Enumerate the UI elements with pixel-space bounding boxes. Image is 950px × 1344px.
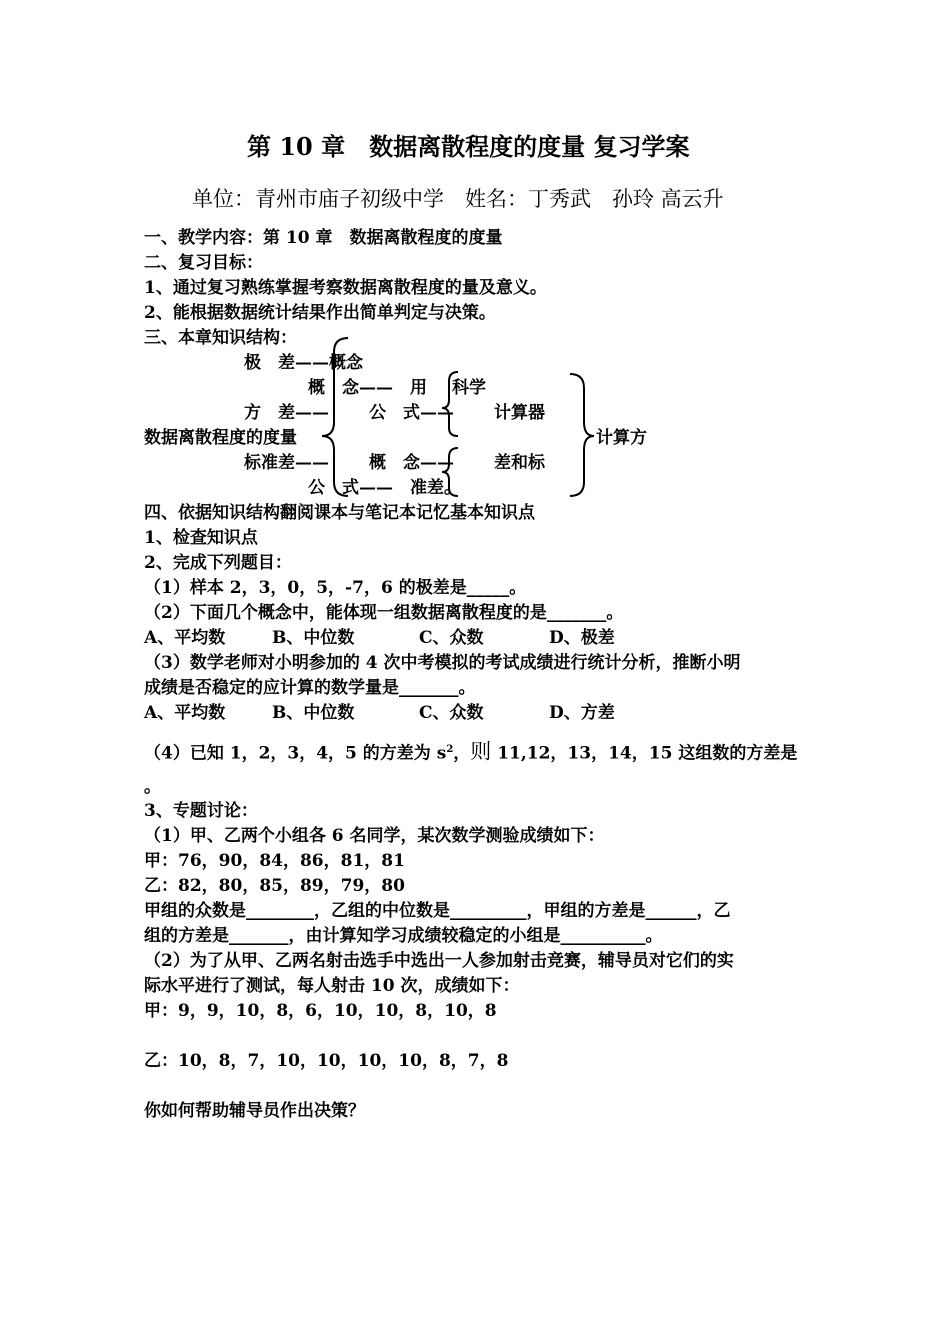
final-question: 你如何帮助辅导员作出决策？	[144, 1101, 365, 1121]
author-line: 单位：青州市庙子初级中学 姓名：丁秀武 孙玲 高云升	[192, 187, 724, 211]
diagram-formula-1: 公 式——	[369, 403, 454, 423]
question-3-line-1: （3）数学老师对小明参加的 4 次中考模拟的考试成绩进行统计分析，推断小明	[144, 653, 741, 673]
question-2: （2）下面几个概念中，能体现一组数据离散程度的是_______。	[144, 603, 624, 623]
q4-ze: 则	[470, 739, 492, 764]
discussion-2-shooter-yi: 乙：10，8，7，10，10，10，10，8，7，8	[144, 1051, 509, 1071]
diagram-formula-2: 公 式—— 准差。	[308, 478, 461, 498]
question-3-line-2: 成绩是否稳定的应计算的数学量是_______。	[144, 678, 476, 698]
goal-1: 1、通过复习熟练掌握考察数据离散程度的量及意义。	[144, 278, 547, 298]
diagram-stddev: 标准差——	[244, 453, 329, 473]
goal-2: 2、能根据数据统计结果作出简单判定与决策。	[144, 303, 496, 323]
q2-option-d: D、极差	[549, 628, 615, 648]
q3-option-d: D、方差	[549, 703, 615, 723]
diagram-science: 科学	[452, 378, 486, 398]
diagram-variance: 方 差——	[244, 403, 329, 423]
discussion-1-intro: （1）甲、乙两个小组各 6 名同学，某次数学测验成绩如下：	[144, 826, 605, 846]
question-4-end: 。	[144, 777, 161, 797]
q3-option-c: C、众数	[419, 703, 484, 723]
structure-braces	[0, 0, 950, 520]
discussion-1-group-jia: 甲：76，90，84，86，81，81	[144, 851, 405, 871]
section-4-heading: 四、依据知识结构翻阅课本与笔记本记忆基本知识点	[144, 503, 535, 523]
q4-comma: ，	[453, 743, 471, 764]
calc-brace	[570, 374, 594, 496]
item-check-points: 1、检查知识点	[144, 528, 258, 548]
discussion-2-line-2: 际水平进行了测试，每人射击 10 次，成绩如下：	[144, 976, 520, 996]
discussion-2-line-1: （2）为了从甲、乙两名射击选手中选出一人参加射击竞赛，辅导员对它们的实	[144, 951, 734, 971]
q4-text: （4）已知 1，2，3，4，5 的方差为 s	[144, 743, 447, 764]
question-4	[144, 739, 797, 765]
section-3-heading: 三、本章知识结构：	[144, 328, 297, 348]
q3-option-b: B、中位数	[272, 703, 355, 723]
section-2-heading: 二、复习目标：	[144, 253, 263, 273]
diagram-range: 极 差——概念	[244, 353, 363, 373]
page-title: 第 10 章 数据离散程度的度量 复习学案	[247, 132, 690, 161]
diagram-calculator: 计算器	[494, 403, 545, 423]
q4-superscript: 2	[446, 744, 454, 755]
discussion-1-group-yi: 乙：82，80，85，89，79，80	[144, 876, 405, 896]
q2-option-a: A、平均数	[144, 628, 226, 648]
diagram-diff-and: 差和标	[494, 453, 545, 473]
diagram-concept-1: 概 念—— 用	[308, 378, 427, 398]
topic-discussion-heading: 3、专题讨论：	[144, 801, 258, 821]
q2-option-c: C、众数	[419, 628, 484, 648]
question-1: （1）样本 2，3，0，5，-7，6 的极差是_____。	[144, 578, 527, 598]
q2-option-b: B、中位数	[272, 628, 355, 648]
discussion-1-question-line-1: 甲组的众数是________，乙组的中位数是_________，甲组的方差是______，乙	[144, 901, 731, 921]
q4-tail: 11,12，13，14，15 这组数的方差是	[491, 743, 798, 764]
discussion-1-question-line-2: 组的方差是_______，由计算知学习成绩较稳定的小组是__________。	[144, 926, 663, 946]
q3-option-a: A、平均数	[144, 703, 226, 723]
section-1-heading: 一、教学内容：第 10 章 数据离散程度的度量	[144, 228, 503, 248]
discussion-2-shooter-jia: 甲：9，9，10，8，6，10，10，8，10，8	[144, 1001, 497, 1021]
item-complete-questions: 2、完成下列题目：	[144, 553, 292, 573]
diagram-calc-method: 计算方	[596, 428, 647, 448]
diagram-root: 数据离散程度的度量	[144, 428, 297, 448]
diagram-concept-2: 概 念——	[369, 453, 454, 473]
